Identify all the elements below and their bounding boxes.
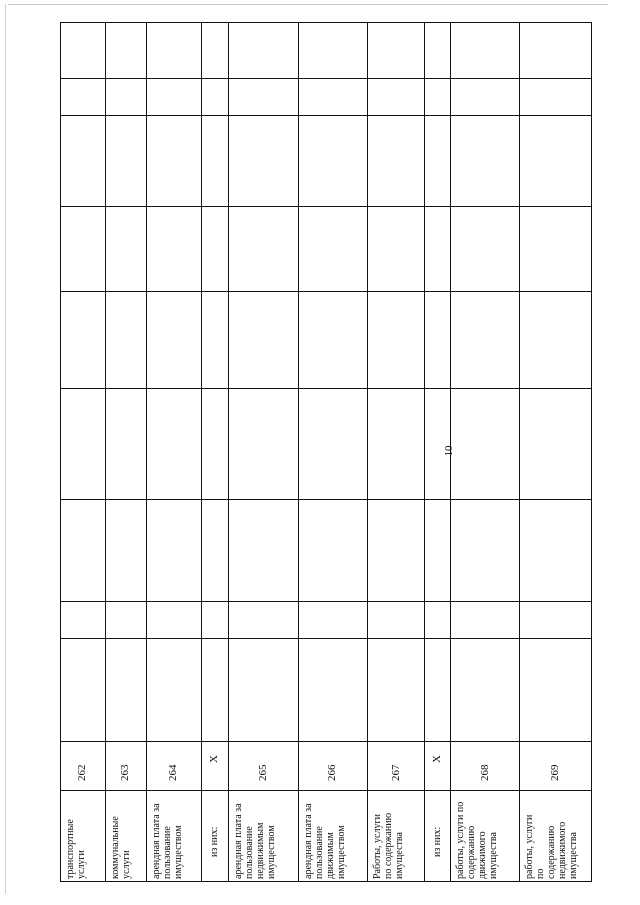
row-name: работы, услуги по содержанию недвижимого имущества <box>524 814 579 879</box>
report-table <box>60 22 592 882</box>
column-divider <box>61 78 591 79</box>
column-divider <box>61 388 591 389</box>
row-divider <box>424 23 425 881</box>
row-code: 268 <box>479 764 491 781</box>
row-code: 265 <box>257 764 269 781</box>
page-number: 10 <box>443 445 455 457</box>
row-name: из них: <box>432 826 443 857</box>
column-divider <box>61 291 591 292</box>
scan-border-top <box>8 4 608 5</box>
row-name: арендная плата за пользование движимым имуществом <box>303 803 347 879</box>
row-divider <box>228 23 229 881</box>
row-code: 262 <box>76 764 88 781</box>
row-divider <box>146 23 147 881</box>
row-divider <box>367 23 368 881</box>
row-divider <box>298 23 299 881</box>
row-divider <box>201 23 202 881</box>
row-code: 266 <box>326 764 338 781</box>
row-name: арендная плата за пользование имуществом <box>151 803 184 879</box>
column-divider <box>61 499 591 500</box>
row-name: арендная плата за пользование недвижимым имуществом <box>233 803 277 879</box>
row-code: 267 <box>390 764 402 781</box>
row-name: работы, услуги по содержанию движимого имущества <box>455 801 499 879</box>
row-divider <box>450 23 451 881</box>
row-name: транспортные услуги <box>65 819 87 879</box>
row-name: из них: <box>209 826 220 857</box>
row-code: X <box>208 755 220 763</box>
row-code: 263 <box>119 764 131 781</box>
row-divider <box>519 23 520 881</box>
row-code: X <box>431 755 443 763</box>
row-code: 264 <box>167 764 179 781</box>
row-code: 269 <box>549 764 561 781</box>
scan-border-left <box>5 4 6 894</box>
column-divider <box>61 638 591 639</box>
column-divider <box>61 115 591 116</box>
row-name: Работы, услуги по содержанию имущества <box>372 812 405 879</box>
column-divider <box>61 790 591 791</box>
column-divider <box>61 601 591 602</box>
row-divider <box>105 23 106 881</box>
column-divider <box>61 206 591 207</box>
column-divider <box>61 741 591 742</box>
row-name: коммунальные услуги <box>110 816 132 879</box>
